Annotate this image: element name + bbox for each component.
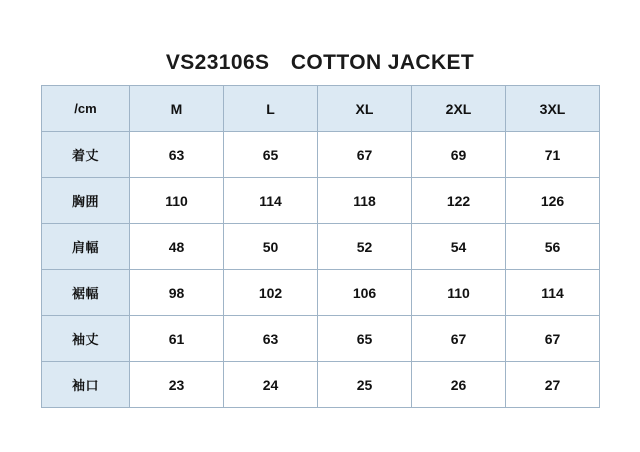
row-header-hem: 裾幅 (42, 270, 130, 316)
cell-shoulder-2xl: 54 (412, 224, 506, 270)
cell-hem-2xl: 110 (412, 270, 506, 316)
cell-sleeve-xl: 65 (318, 316, 412, 362)
column-header-unit: /cm (42, 86, 130, 132)
cell-shoulder-l: 50 (224, 224, 318, 270)
cell-chest-xl: 118 (318, 178, 412, 224)
size-table-container (41, 85, 599, 408)
cell-length-xl: 67 (318, 132, 412, 178)
cell-chest-m: 110 (130, 178, 224, 224)
table-row (42, 270, 600, 316)
cell-chest-2xl: 122 (412, 178, 506, 224)
cell-length-3xl: 71 (506, 132, 600, 178)
table-header-row (42, 86, 600, 132)
table-row (42, 316, 600, 362)
table-row (42, 224, 600, 270)
cell-sleeve-2xl: 67 (412, 316, 506, 362)
cell-hem-l: 102 (224, 270, 318, 316)
cell-hem-3xl: 114 (506, 270, 600, 316)
table-row (42, 178, 600, 224)
table-row (42, 132, 600, 178)
column-header-2xl: 2XL (412, 86, 506, 132)
cell-shoulder-3xl: 56 (506, 224, 600, 270)
cell-sleeve-m: 61 (130, 316, 224, 362)
cell-shoulder-xl: 52 (318, 224, 412, 270)
row-header-chest: 胸囲 (42, 178, 130, 224)
table-body (42, 132, 600, 408)
cell-shoulder-m: 48 (130, 224, 224, 270)
cell-hem-m: 98 (130, 270, 224, 316)
cell-length-l: 65 (224, 132, 318, 178)
row-header-sleeve: 袖丈 (42, 316, 130, 362)
cell-cuff-l: 24 (224, 362, 318, 408)
cell-chest-3xl: 126 (506, 178, 600, 224)
cell-cuff-2xl: 26 (412, 362, 506, 408)
cell-cuff-xl: 25 (318, 362, 412, 408)
cell-length-2xl: 69 (412, 132, 506, 178)
size-table (41, 85, 600, 408)
page-title: VS23106S COTTON JACKET (165, 51, 475, 74)
cell-sleeve-l: 63 (224, 316, 318, 362)
column-header-l: L (224, 86, 318, 132)
column-header-3xl: 3XL (506, 86, 600, 132)
column-header-xl: XL (318, 86, 412, 132)
row-header-cuff: 袖口 (42, 362, 130, 408)
table-row (42, 362, 600, 408)
cell-length-m: 63 (130, 132, 224, 178)
cell-sleeve-3xl: 67 (506, 316, 600, 362)
cell-hem-xl: 106 (318, 270, 412, 316)
cell-chest-l: 114 (224, 178, 318, 224)
table-header (42, 86, 600, 132)
column-header-m: M (130, 86, 224, 132)
cell-cuff-3xl: 27 (506, 362, 600, 408)
row-header-shoulder: 肩幅 (42, 224, 130, 270)
row-header-length: 着丈 (42, 132, 130, 178)
cell-cuff-m: 23 (130, 362, 224, 408)
